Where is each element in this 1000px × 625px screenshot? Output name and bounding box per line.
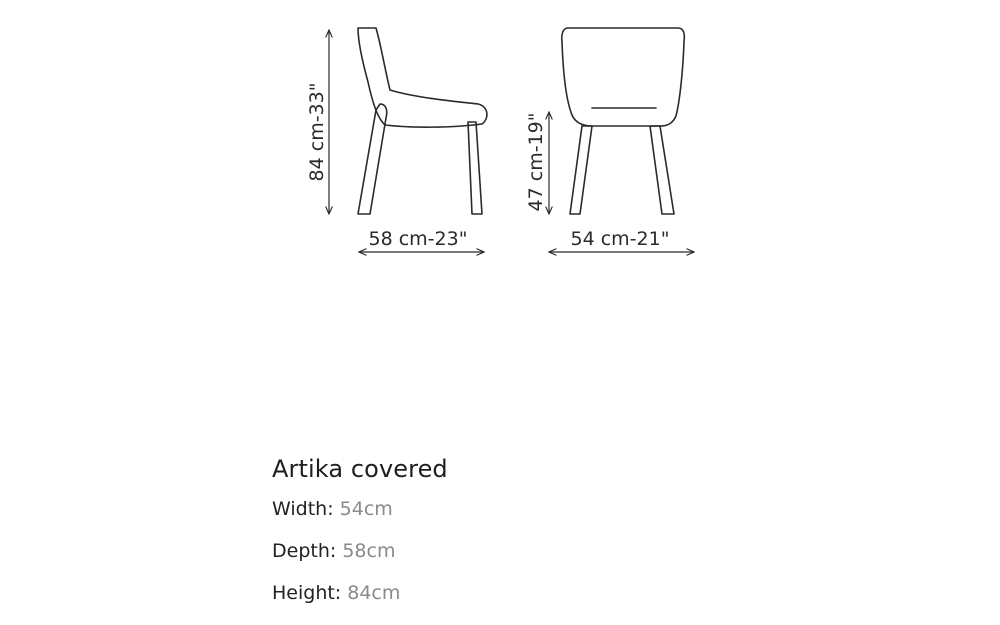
spec-row-depth	[272, 541, 448, 583]
front-view-left-leg	[570, 126, 592, 214]
side-height-dimension	[306, 30, 329, 214]
product-specs	[272, 455, 448, 625]
front-width-label: 54 cm-21"	[570, 228, 670, 250]
front-width-dimension	[549, 228, 694, 252]
spec-label-width: Width:	[272, 498, 334, 520]
spec-value-height: 84cm	[341, 582, 401, 604]
spec-value-depth: 58cm	[336, 540, 396, 562]
front-seat-height-label: 47 cm-19"	[525, 112, 547, 212]
front-seat-height-dimension	[525, 112, 549, 214]
side-view-front-leg	[468, 122, 482, 214]
spec-value-width: 54cm	[333, 498, 393, 520]
side-depth-dimension	[359, 228, 484, 252]
spec-row-height	[272, 583, 448, 625]
chair-front-view	[562, 28, 685, 214]
side-view-back-leg	[358, 104, 387, 214]
side-depth-label: 58 cm-23"	[368, 228, 468, 250]
side-height-label: 84 cm-33"	[306, 82, 328, 182]
spec-label-depth: Depth:	[272, 540, 337, 562]
side-view-shell	[358, 28, 487, 127]
chair-side-view	[358, 28, 487, 214]
front-view-shell	[562, 28, 685, 126]
spec-label-height: Height:	[272, 582, 342, 604]
front-view-right-leg	[650, 126, 674, 214]
spec-row-width	[272, 499, 448, 541]
product-title: Artika covered	[272, 455, 448, 483]
